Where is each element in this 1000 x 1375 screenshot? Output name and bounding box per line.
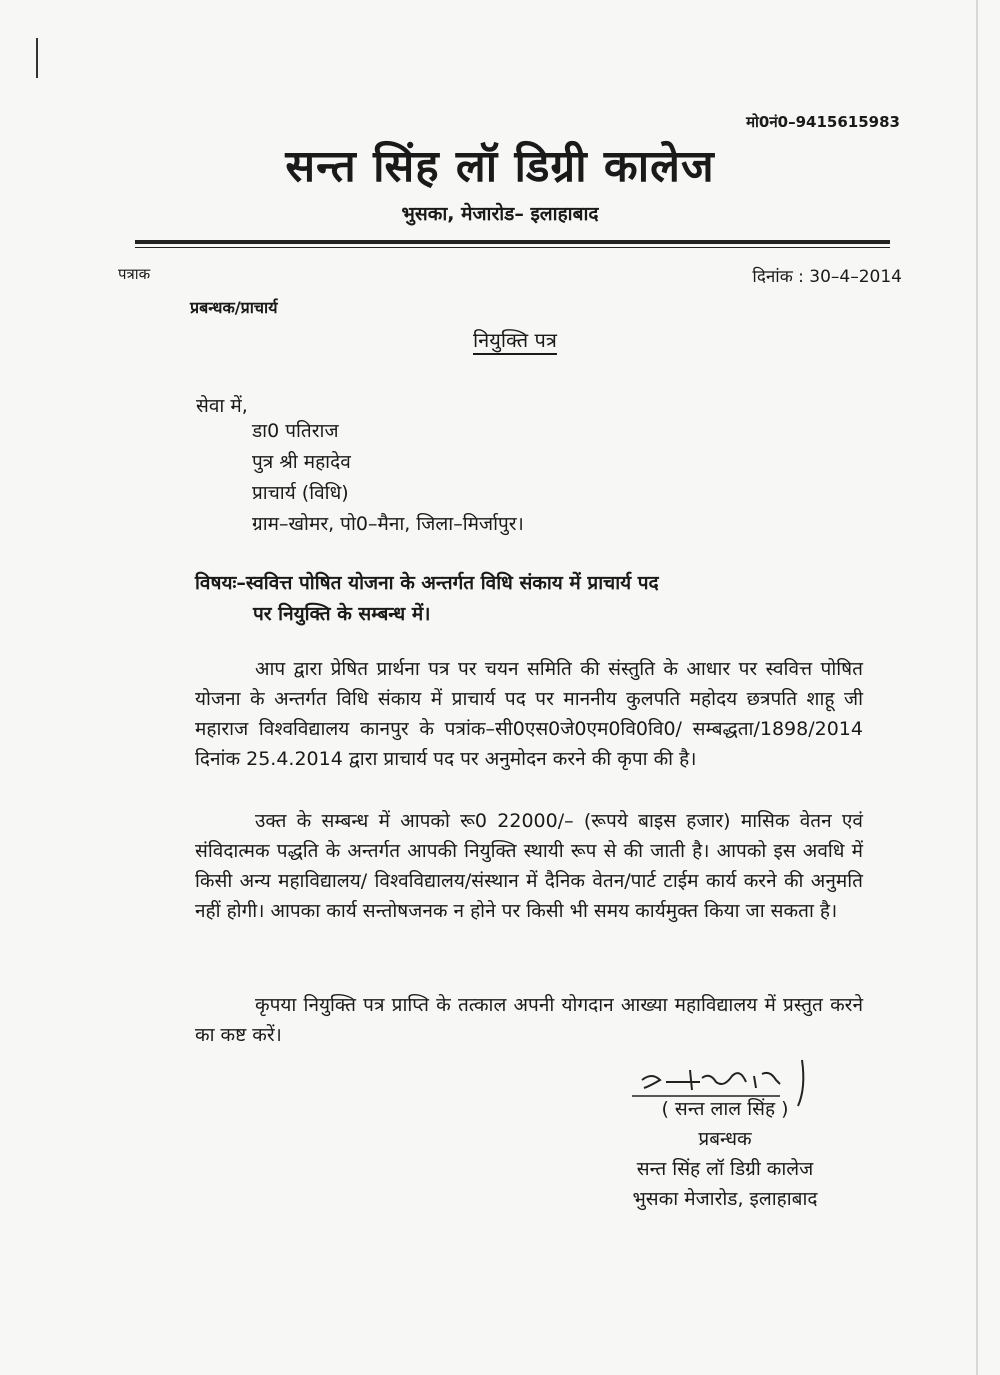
signatory-designation: प्रबन्धक <box>698 1128 752 1150</box>
header-divider-thin <box>135 247 890 248</box>
body-paragraph-2: उक्त के सम्बन्ध में आपको रू0 22000/– (रूपये बाइस हजार) मासिक वेतन एवं संविदात्मक पद्धति के अन्तर्गत आपकी नियुक्ति स्थायी रूप से की जाती है। आपको इस अवधि में किसी अन्य महाविद्यालय/ विश्वविद्यालय/संस्थान में दैनिक वेतन/पार्ट टाईम कार्य करने की अनुमति नहीं होगी। आपका कार्य सन्तोषजनक न होने पर किसी भी समय कार्यमुक्त किया जा सकता है। <box>195 810 863 922</box>
document-title: नियुक्ति पत्र <box>473 328 557 352</box>
recipient-parent: पुत्र श्री महादेव <box>252 451 351 473</box>
college-name-heading: सन्त सिंह लॉ डिग्री कालेज <box>285 141 715 192</box>
subject-block <box>195 568 865 630</box>
signatory-college: सन्त सिंह लॉ डिग्री कालेज <box>636 1158 814 1180</box>
recipient-name: डा0 पतिराज <box>252 420 339 442</box>
recipient-address: ग्राम–खोमर, पो0–मैना, जिला–मिर्जापुर। <box>252 513 524 535</box>
page-edge-mark <box>36 38 38 78</box>
issuer-heading: प्रबन्धक/प्राचार्य <box>190 298 278 317</box>
college-address: भुसका, मेजारोड– इलाहाबाद <box>401 203 599 225</box>
header-divider-thick <box>135 240 890 244</box>
recipient-designation: प्राचार्य (विधि) <box>252 482 349 504</box>
body-paragraph-3: कृपया नियुक्ति पत्र प्राप्ति के तत्काल अपनी योगदान आख्या महाविद्यालय में प्रस्तुत करने का कष्ट करें। <box>195 994 863 1046</box>
body-paragraph-1: आप द्वारा प्रेषित प्रार्थना पत्र पर चयन समिति की संस्तुति के आधार पर स्ववित्त पोषित योजना के अन्तर्गत विधि संकाय में प्राचार्य पद पर माननीय कुलपति महोदय छत्रपति शाहू जी महाराज विश्वविद्यालय कानपुर के पत्रांक–सी0एस0जे0एम0वि0वि0/ सम्बद्धता/1898/2014 दिनांक 25.4.2014 द्वारा प्राचार्य पद पर अनुमोदन करने की कृपा की है। <box>195 658 863 770</box>
subject-line-1: विषयः–स्ववित्त पोषित योजना के अन्तर्गत विधि संकाय में प्राचार्य पद <box>195 572 659 594</box>
signatory-address: भुसका मेजारोड, इलाहाबाद <box>632 1188 818 1210</box>
signatory-name: ( सन्त लाल सिंह ) <box>661 1098 789 1120</box>
letter-date: दिनांक : 30–4–2014 <box>752 267 902 287</box>
salutation: सेवा में, <box>196 395 248 417</box>
patrank-label: पत्राक <box>118 265 151 283</box>
mobile-number: मो0नं0–9415615983 <box>746 113 900 131</box>
subject-line-2: पर नियुक्ति के सम्बन्ध में। <box>253 603 431 625</box>
